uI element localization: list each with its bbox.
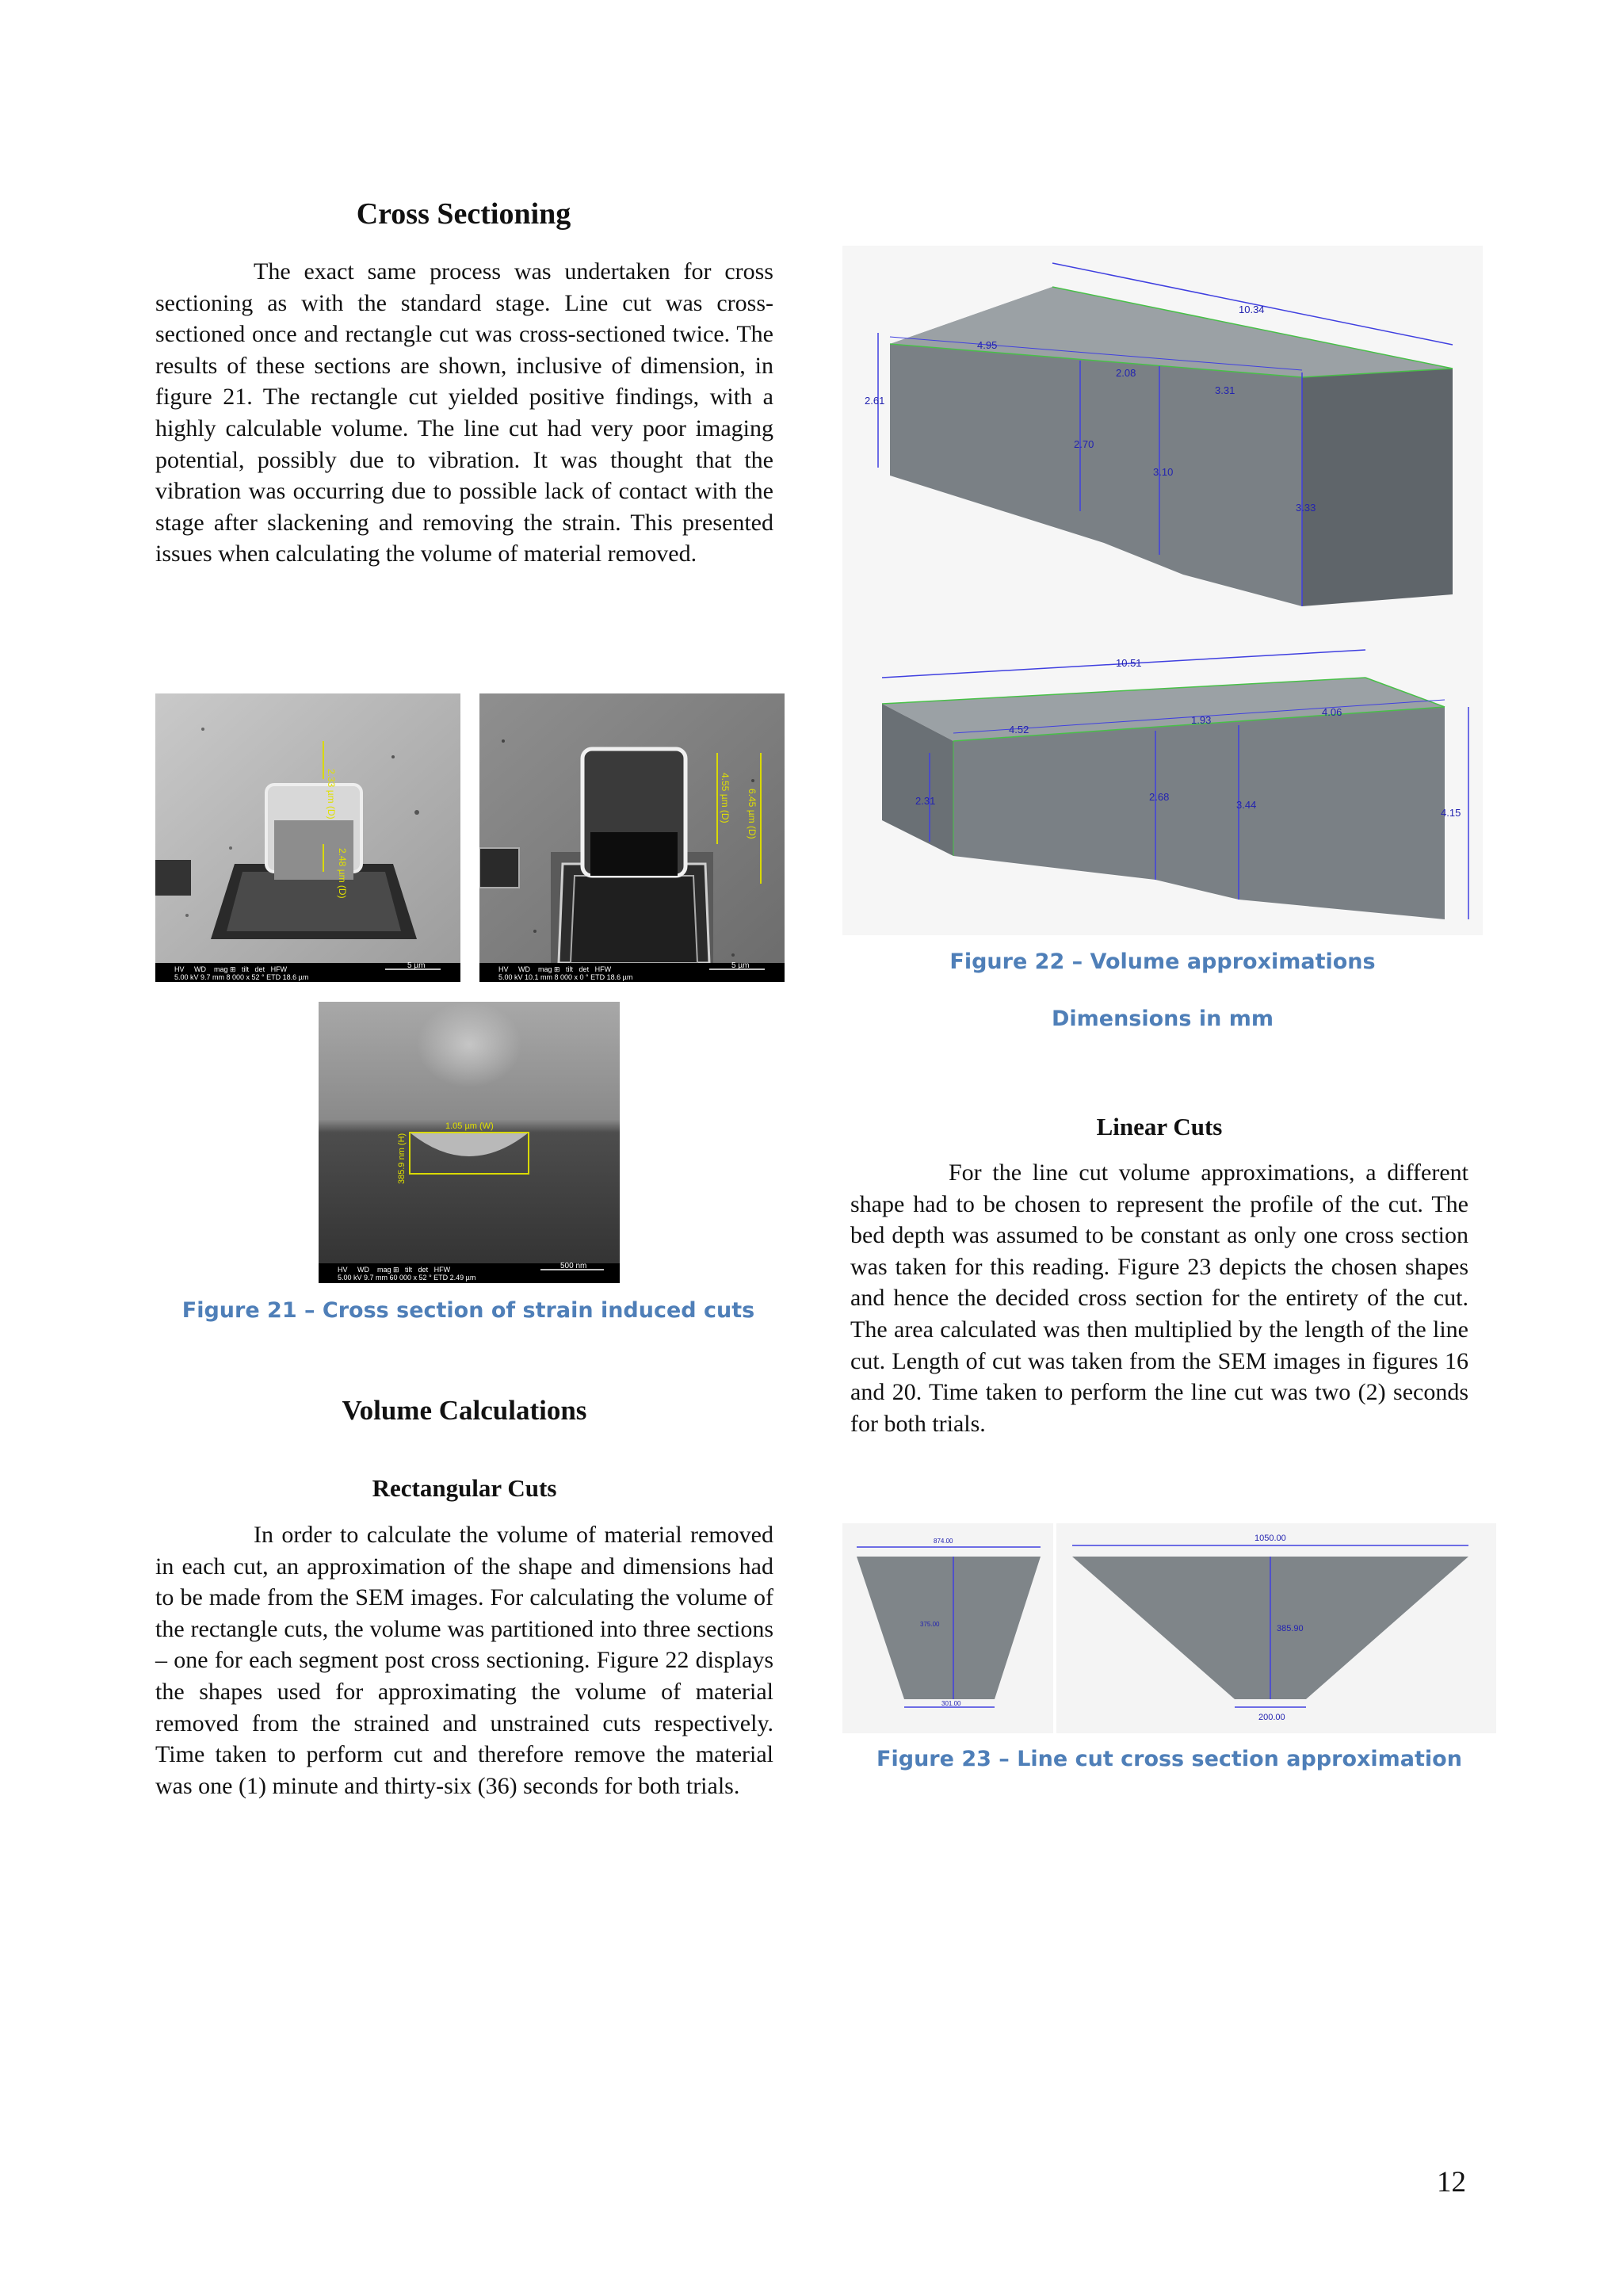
sem1-info-header: HV WD mag ⊞ tilt det HFW [174,965,288,973]
sem1-info-values: 5.00 kV 9.7 mm 8 000 x 52 ° ETD 18.6 µm [174,973,309,981]
fig22-bottom-dim-1: 4.52 [1009,724,1029,735]
fig22-bottom-dim-2: 1.93 [1191,714,1212,726]
fig23-right-dim-height: 385.90 [1277,1624,1304,1633]
figure22-caption: Figure 22 – Volume approximations [949,949,1376,974]
figure22-volume-approximations [842,246,1483,935]
sem-image-rectangle-cut-1 [155,693,460,982]
figure23-line-cut-cross-section [842,1523,1496,1733]
sem-image-rectangle-cut-2 [479,693,785,982]
sem3-scale: 500 nm [560,1262,587,1270]
figure21-caption: Figure 21 – Cross section of strain induced cuts [181,1298,755,1323]
sem3-measure-height: 385.9 nm (H) [397,1133,407,1184]
fig22-bottom-dim-length: 10.51 [1116,657,1142,669]
paragraph-linear-cuts: For the line cut volume approximations, a different shape had to be chosen to represent the profile of the cut. The bed depth was assumed to be constant as only one cross section was taken for this reading. Figure 23 depicts the chosen shapes and hence the decided cross section for the entirety of the cut. The area calculated was then multiplied by the length of the line cut. Length of cut was taken from the SEM images in figures 16 and 20. Time taken to perform the line cut was two (2) seconds for both trials. [850,1159,1468,1437]
fig22-top-dim-3: 3.31 [1215,384,1235,396]
sem3-info-header: HV WD mag ⊞ tilt det HFW [338,1266,451,1274]
fig23-right-dim-bottom: 200.00 [1258,1713,1285,1722]
subheading-linear-cuts: Linear Cuts [1096,1113,1223,1140]
fig22-bottom-dim-5: 2.68 [1149,791,1170,803]
fig23-left-dim-bottom: 301.00 [941,1700,961,1707]
sem2-info-values: 5.00 kV 10.1 mm 8 000 x 0 ° ETD 18.6 µm [498,973,633,981]
sem3-info-values: 5.00 kV 9.7 mm 60 000 x 52 ° ETD 2.49 µm [338,1274,476,1282]
section-heading-volume-calculations: Volume Calculations [342,1395,587,1426]
fig22-top-dim-4: 2.61 [865,395,885,407]
subheading-rectangular-cuts: Rectangular Cuts [372,1474,557,1502]
sem1-scale: 5 µm [407,961,426,970]
page-number: 12 [1437,2166,1466,2199]
section-heading-cross-sectioning: Cross Sectioning [356,197,571,231]
sem1-measure-2: 2.48 µm (D) [337,848,348,899]
fig22-bottom-dim-3: 4.06 [1322,706,1342,718]
fig22-top-dim-7: 3.33 [1296,502,1316,514]
fig23-left-dim-height: 375.00 [920,1621,940,1628]
sem3-measure-width: 1.05 µm (W) [445,1121,494,1131]
figure22-subcaption: Dimensions in mm [1051,1007,1274,1031]
sem1-measure-1: 2.33 µm (D) [326,769,337,819]
figure23-caption: Figure 23 – Line cut cross section approximation [876,1747,1462,1771]
sem2-measure-1: 4.55 µm (D) [720,773,731,823]
sem2-info-header: HV WD mag ⊞ tilt det HFW [498,965,612,973]
sem2-measure-2: 6.45 µm (D) [747,789,758,839]
sem-image-line-cut [319,1002,620,1283]
fig23-left-dim-top: 874.00 [934,1538,953,1545]
fig22-bottom-dim-7: 4.15 [1441,807,1461,819]
fig22-top-dim-length: 10.34 [1239,304,1265,315]
fig22-bottom-dim-4: 2.31 [915,795,936,807]
fig22-bottom-dim-6: 3.44 [1236,799,1257,811]
paragraph-cross-sectioning: The exact same process was undertaken for cross sectioning as with the standard stage. Line cut was cross-sectioned once and rectangle cut was cross-sectioned twice. The results of these sections are shown, inclusive of dimension, in figure 21. The rectangle cut yielded positive findings, with a highly calculable volume. The line cut had very poor imaging potential, possibly due to vibration. It was thought that the vibration was occurring due to possible lack of contact with the stage after slackening and removing the strain. This presented issues when calculating the volume of material removed. [155,258,773,567]
fig23-right-dim-top: 1050.00 [1254,1534,1286,1543]
fig22-top-dim-1: 4.95 [977,339,998,351]
fig22-top-dim-6: 3.10 [1153,466,1174,478]
fig22-top-dim-2: 2.08 [1116,367,1136,379]
fig22-top-dim-5: 2.70 [1074,438,1094,450]
paragraph-rectangular-cuts: In order to calculate the volume of material removed in each cut, an approximation of the shape and dimensions had to be made from the SEM images. For calculating the volume of the rectangle cuts, the volume was partitioned into three sections – one for each segment post cross sectioning. Figure 22 displays the shapes used for approximating the volume of material removed from the strained and unstrained cuts respectively. Time taken to perform cut and therefore remove the material was one (1) minute and thirty-six (36) seconds for both trials. [155,1522,773,1799]
sem2-scale: 5 µm [731,961,750,970]
